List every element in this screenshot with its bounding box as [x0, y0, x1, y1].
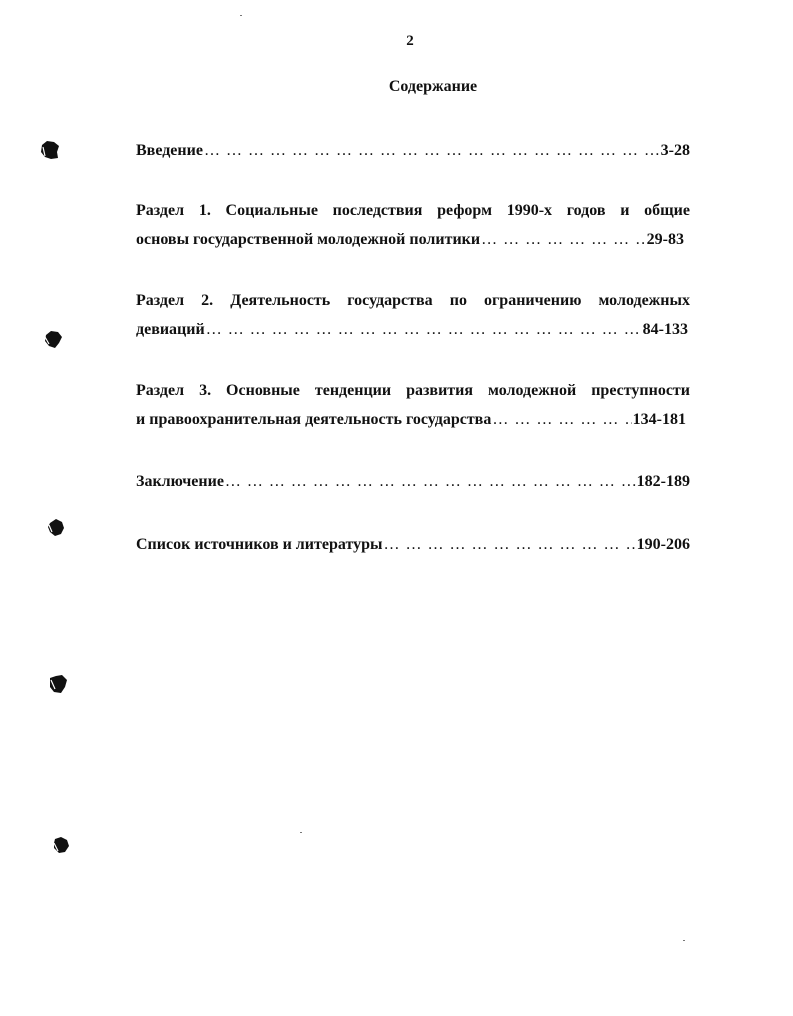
scan-speck — [300, 832, 302, 833]
toc-leader-dots — [204, 136, 660, 165]
toc-title: Содержание — [388, 78, 478, 95]
toc-entry-conclusion[interactable] — [136, 467, 690, 496]
toc-entry-section-2[interactable] — [136, 286, 690, 344]
binding-hole-mark-icon — [50, 834, 72, 856]
toc-line — [136, 405, 686, 434]
toc-entry-pages: 3-28 — [660, 142, 690, 159]
toc-entry-pages: 134-181 — [632, 411, 686, 428]
toc-line — [136, 530, 690, 559]
toc-entry-bibliography[interactable] — [136, 530, 690, 559]
toc-line — [136, 225, 684, 254]
toc-leader-dots — [383, 530, 635, 559]
binding-hole-mark-icon — [47, 673, 69, 695]
toc-line: Раздел 1. Социальные последствия реформ 1990-х годов и общие — [136, 202, 690, 219]
toc-entry-pages: 182-189 — [636, 473, 690, 490]
toc-entry-pages: 29-83 — [646, 231, 684, 248]
toc-line — [136, 136, 690, 165]
toc-leader-dots — [481, 225, 646, 254]
toc-leader-dots — [225, 467, 636, 496]
toc-entry-introduction[interactable] — [136, 136, 690, 165]
toc-entry-pages: 190-206 — [636, 536, 690, 553]
toc-entry-title: основы государственной молодежной политики — [136, 231, 481, 248]
toc-entry-title: девиаций — [136, 321, 205, 338]
toc-leader-dots — [206, 315, 642, 344]
binding-hole-mark-icon — [42, 328, 64, 350]
toc-line: Раздел 2. Деятельность государства по ограничению молодежных — [136, 292, 690, 309]
toc-entry-section-3[interactable] — [136, 376, 690, 434]
scan-speck — [240, 15, 242, 16]
toc-leader-dots — [492, 405, 631, 434]
toc-line: Раздел 3. Основные тенденции развития молодежной преступности — [136, 382, 690, 399]
toc-entry-title: и правоохранительная деятельность государства — [136, 411, 492, 428]
page-number: 2 — [406, 33, 414, 49]
toc-entry-pages: 84-133 — [642, 321, 688, 338]
binding-hole-mark-icon — [45, 517, 67, 539]
toc-entry-title: Заключение — [136, 473, 224, 490]
toc-entry-title: Введение — [136, 142, 203, 159]
toc-line — [136, 467, 690, 496]
scan-speck — [683, 940, 685, 941]
binding-hole-mark-icon — [39, 139, 61, 161]
toc-entry-section-1[interactable] — [136, 196, 690, 254]
toc-entry-title: Список источников и литературы — [136, 536, 383, 553]
toc-line — [136, 315, 688, 344]
